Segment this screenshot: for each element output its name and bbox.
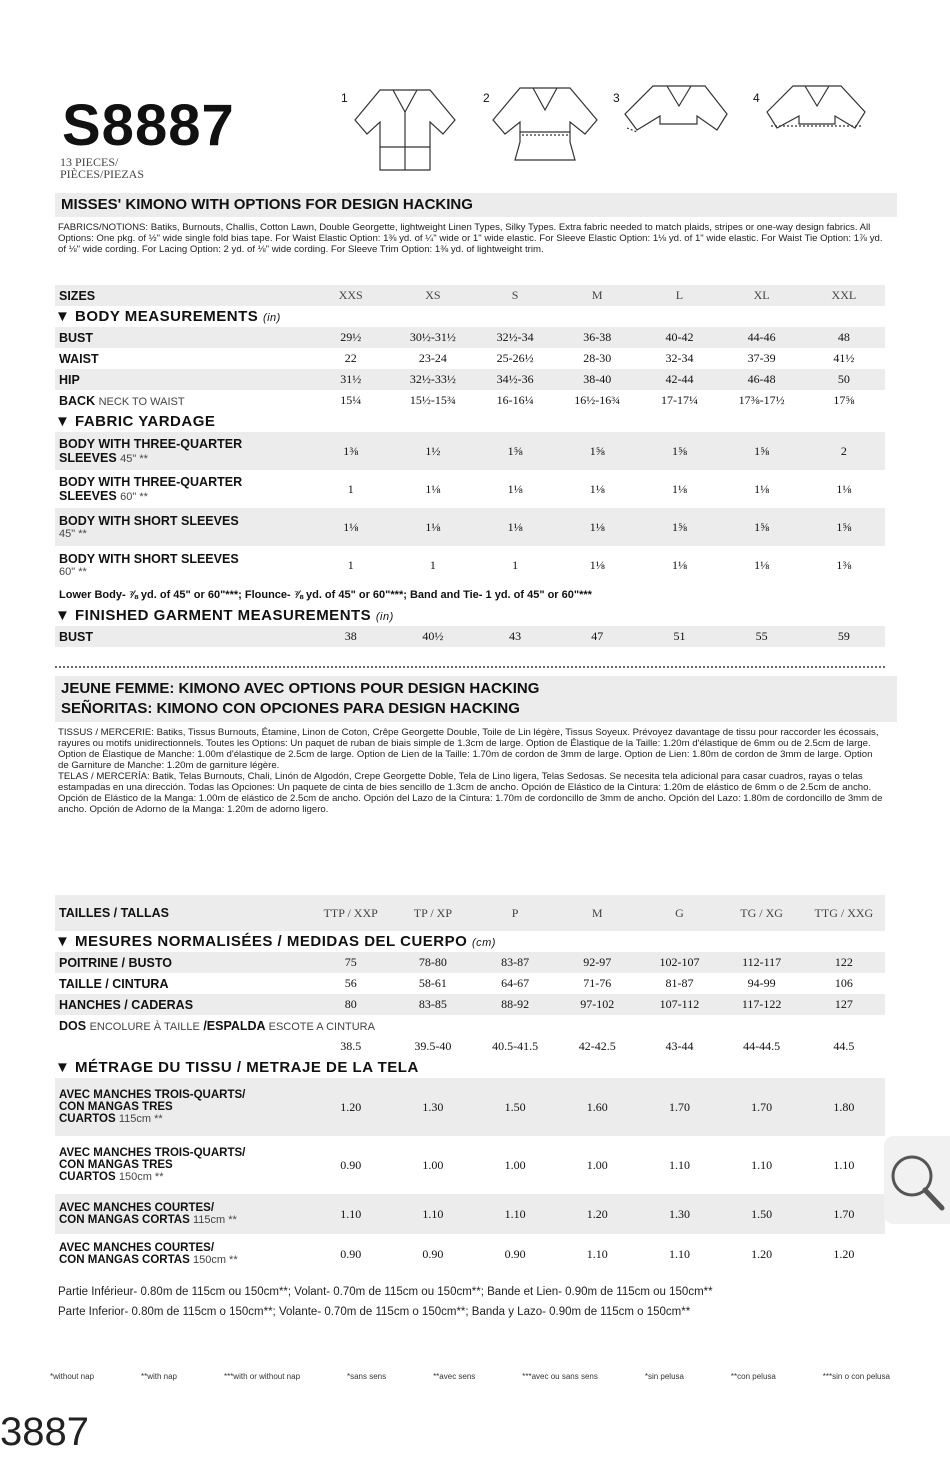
cell: 1.20 (751, 1246, 773, 1261)
cell: 1⅛ (754, 481, 770, 496)
cell: 1.00 (504, 1157, 526, 1172)
width-note: 60" ** (59, 566, 87, 578)
cell: 37-39 (747, 351, 776, 365)
table-row (55, 348, 885, 369)
row-label (55, 1234, 310, 1274)
table-row (55, 470, 885, 508)
size-header: XXL (803, 285, 885, 306)
cell: 1⅛ (671, 481, 687, 496)
telas-text: TELAS / MERCERÍA: Batik, Telas Burnouts, Chali, Linón de Algodón, Crepe Georgette Doble, Tela de Lino ligera, Telas Sedosas. Se necesita tela adicional para casar cuadros, rayas o telas estampadas en una dirección. Todas las Opciones: Un paquete de cinta de bies sencillo de 1.3cm de ancho. Opción de Elástico de la Cintura: 1.20m de elástico de 6mm o de 2.5cm de ancho. Opción de Elástico de la Manga: 1.00m de elástico de 2.5cm de ancho. Opción del Lazo de la Cintura: 1.70m de cordoncillo de 3mm de ancho. Opción del Lazo: 1.80m de cordoncillo de 3mm de ancho. Opción de Adorno de la Manga: 1.20m de adorno ligero. (58, 771, 883, 815)
label-line: SLEEVES (59, 451, 117, 465)
cell: 38 (310, 626, 392, 647)
cell: 38-40 (556, 369, 638, 390)
size-header: XXS (310, 285, 392, 306)
cell: 1⅝ (721, 508, 803, 546)
cell: 1⅛ (556, 508, 638, 546)
row-label: HIP (55, 369, 310, 390)
table-row (55, 546, 885, 584)
pieces-count (60, 156, 144, 180)
row-label: HANCHES / CADERAS (55, 994, 310, 1015)
size-header: S (474, 285, 556, 306)
sizes-label: SIZES (55, 285, 310, 306)
cell: 1.10 (668, 1246, 690, 1261)
cell: 71-76 (583, 976, 612, 990)
footnote: **with nap (140, 1372, 178, 1381)
finished-measurements-heading (55, 605, 885, 626)
width-note: 115cm ** (192, 1214, 237, 1226)
cell: 1 (429, 557, 436, 572)
cell: 1.30 (638, 1194, 720, 1234)
cell: 1.10 (586, 1246, 608, 1261)
row-label: WAIST (59, 351, 99, 366)
label-line: CUARTOS (59, 1171, 116, 1183)
cell: 30½-31½ (392, 327, 474, 348)
tissus-mercerie-text (58, 727, 883, 815)
table-row (55, 626, 885, 647)
metrage-heading (55, 1057, 885, 1078)
row-label (55, 1078, 310, 1136)
footnote: ***sin o con pelusa (822, 1372, 890, 1381)
metric-measurements-table (55, 895, 885, 1274)
label-line: CON MANGAS CORTAS (59, 1254, 190, 1266)
cell: 1.50 (721, 1194, 803, 1234)
fabric-yardage-heading (55, 411, 885, 432)
table-row (55, 1078, 885, 1136)
size-header: XL (721, 285, 803, 306)
cell: 92-97 (556, 952, 638, 973)
cell: 59 (803, 626, 885, 647)
cell: 1⅛ (474, 508, 556, 546)
footnotes (50, 1372, 890, 1381)
cell: 1.10 (833, 1157, 855, 1172)
cell: 1.10 (310, 1194, 392, 1234)
back-label: BACK (59, 393, 96, 408)
fabrics-notions-text: FABRICS/NOTIONS: Batiks, Burnouts, Challis, Cotton Lawn, Double Georgette, lightweight Linen Types, Silky Types. Extra fabric needed to match plaids, stripes or one-way design fabrics. All Options: One pkg. of ½" wide single fold bias tape. For Waist Elastic Option: 1⅜ yd. of ¼" wide or 1" wide elastic. For Sleeve Elastic Option: 1⅛ yd. of 1" wide elastic. For Waist Tie Option: 1⅞ yd. of ⅛" wide cording. For Lacing Option: 2 yd. of ⅛" wide cording. For Sleeve Trim Option: 1⅜ yd. of lightweight trim. (58, 222, 883, 255)
label-line: BODY WITH SHORT SLEEVES (59, 552, 239, 566)
table-row (55, 952, 885, 973)
partie-notes (58, 1284, 883, 1320)
dos-label (55, 1015, 885, 1036)
cell: 46-48 (721, 369, 803, 390)
view-4-number: 4 (753, 91, 760, 105)
label-line: CON MANGAS TRES (59, 1101, 173, 1113)
cell: 28-30 (583, 351, 612, 365)
cell: 1⅛ (671, 557, 687, 572)
cell: 1.70 (638, 1078, 720, 1136)
section-divider (55, 666, 885, 668)
cell: 41½ (833, 351, 855, 365)
table-row (55, 1136, 885, 1194)
label-line: AVEC MANCHES COURTES/ (59, 1202, 215, 1214)
table-row (55, 369, 885, 390)
cell: 88-92 (474, 994, 556, 1015)
size-header: P (474, 895, 556, 931)
table-row (55, 390, 885, 411)
english-measurements-table (55, 285, 885, 647)
table-row (55, 432, 885, 470)
row-label (55, 1136, 310, 1194)
lower-body-row (55, 584, 885, 605)
cell: 1⅛ (392, 508, 474, 546)
dos-label-es: /ESPALDA (203, 1018, 266, 1033)
back-label-detail: NECK TO WAIST (98, 395, 185, 408)
cell: 1.70 (721, 1078, 803, 1136)
cell: 75 (310, 952, 392, 973)
table-row (55, 973, 885, 994)
cell: 42-44 (638, 369, 720, 390)
tissus-text: TISSUS / MERCERIE: Batiks, Tissus Burnouts, Étamine, Linon de Coton, Crêpe Georgette Double, Toile de Lin légère, Tissus Soyeux. Prévoyez davantage de tissu pour raccorder les écossais, rayures ou motifs unidirectionnels. Toutes les Options: Un paquet de ruban de biais simple de 1.3cm de large. Option de Élastique de la Taille: 1.20m d'élastique de 6mm ou de 2.5cm de large. Option de Élastique de Manche: 1.00m d'élastique de 2.5cm de large. Option de Lien de la Taille: 1.70m de cordon de 3mm de large. Option de Lien: 1.80m de cordon de 3mm de large. Option de Garniture de Manche: 1.20m de garniture légère. (58, 727, 879, 771)
cell: 40½ (392, 626, 474, 647)
cell: 31½ (310, 369, 392, 390)
cell: 1⅛ (836, 481, 852, 496)
finished-measurements-title: ▼ FINISHED GARMENT MEASUREMENTS (55, 607, 372, 624)
label-line: CON MANGAS TRES (59, 1159, 173, 1171)
cell: 17⅝ (833, 393, 855, 407)
french-spanish-title (55, 676, 897, 722)
cell: 1.20 (556, 1194, 638, 1234)
cell: 1.20 (310, 1078, 392, 1136)
label-line: CUARTOS (59, 1113, 116, 1125)
body-measurements-unit: (in) (262, 312, 281, 324)
cell: 97-102 (556, 994, 638, 1015)
cell: 1⅛ (425, 481, 441, 496)
dos-detail-es: ESCOTE A CINTURA (268, 1020, 375, 1033)
sizes-row (55, 895, 885, 931)
body-measurements-heading (55, 306, 885, 327)
width-note: 150cm ** (192, 1254, 238, 1266)
cell: 0.90 (340, 1157, 362, 1172)
table-row (55, 508, 885, 546)
cell: 16-16¼ (496, 393, 534, 407)
dos-label-fr: DOS (59, 1018, 87, 1033)
footnote: ***avec ou sans sens (522, 1372, 598, 1381)
cell: 15½-15¾ (409, 393, 456, 407)
row-label (55, 1036, 310, 1057)
footnote: **con pelusa (730, 1372, 776, 1381)
row-label (55, 508, 310, 546)
cell: 1.70 (803, 1194, 885, 1234)
view-2-number: 2 (483, 91, 490, 105)
magnifier-icon (884, 1136, 950, 1224)
cell: 42-42.5 (578, 1039, 616, 1053)
cell: 1 (347, 557, 354, 572)
cell: 44-46 (721, 327, 803, 348)
tailles-label: TAILLES / TALLAS (55, 895, 310, 931)
size-header: TG / XG (721, 895, 803, 931)
cell: 0.90 (422, 1246, 444, 1261)
cell: 47 (556, 626, 638, 647)
parte-inferior-note: Parte Inferior- 0.80m de 115cm o 150cm**; Volante- 0.70m de 115cm o 150cm**; Banda y Lazo- 0.90m de 115cm o 150cm** (58, 1306, 691, 1318)
width-note: 60" ** (120, 491, 148, 503)
table-row (55, 1194, 885, 1234)
cell: 80 (310, 994, 392, 1015)
footnote: *sans sens (346, 1372, 387, 1381)
zoom-button[interactable] (884, 1136, 950, 1224)
cell: 16½-16¾ (574, 393, 621, 407)
size-header: G (638, 895, 720, 931)
finished-measurements-unit: (in) (375, 611, 394, 623)
cell: 34½-36 (474, 369, 556, 390)
cell: 1.10 (668, 1157, 690, 1172)
sizes-row (55, 285, 885, 306)
cell: 1⅛ (310, 508, 392, 546)
label-line: AVEC MANCHES COURTES/ (59, 1242, 215, 1254)
bottom-pattern-code: 3887 (0, 1410, 89, 1454)
width-note: 45" ** (120, 453, 148, 465)
cell: 112-117 (721, 952, 803, 973)
cell: 1 (347, 481, 354, 496)
spanish-title: SEÑORITAS: KIMONO CON OPCIONES PARA DESIGN HACKING (61, 700, 520, 717)
metrage-title: ▼ MÉTRAGE DU TISSU / METRAJE DE LA TELA (55, 1059, 419, 1076)
cell: 1.30 (392, 1078, 474, 1136)
cell: 43 (474, 626, 556, 647)
cell: 1⅜ (310, 432, 392, 470)
cell: 94-99 (747, 976, 776, 990)
label-line: CON MANGAS CORTAS (59, 1214, 190, 1226)
label-line: SLEEVES (59, 489, 117, 503)
cell: 1.00 (586, 1157, 608, 1172)
cell: 1.60 (556, 1078, 638, 1136)
cell: 122 (803, 952, 885, 973)
english-title: MISSES' KIMONO WITH OPTIONS FOR DESIGN HACKING (55, 193, 897, 217)
footnote: *sin pelusa (644, 1372, 684, 1381)
row-label: TAILLE / CINTURA (59, 976, 169, 991)
dos-label-row (55, 1015, 885, 1036)
view-1-number: 1 (341, 91, 348, 105)
lower-body-note: Lower Body- ⅞ yd. of 45" or 60"***; Flounce- ⅞ yd. of 45" or 60"***; Band and Tie- 1 yd. of 45" or 60"*** (59, 588, 592, 601)
body-measurements-title: ▼ BODY MEASUREMENTS (55, 308, 259, 325)
cell: 58-61 (418, 976, 447, 990)
size-header: TTG / XXG (803, 895, 885, 931)
pieces-line-2: PIÈCES/PIEZAS (60, 167, 145, 181)
cell: 117-122 (721, 994, 803, 1015)
fabric-yardage-title: ▼ FABRIC YARDAGE (55, 413, 216, 430)
size-header: M (556, 285, 638, 306)
width-note: 115cm ** (118, 1113, 163, 1125)
cell: 23-24 (418, 351, 447, 365)
row-label (55, 470, 310, 508)
cell: 1⅛ (589, 557, 605, 572)
cell: 102-107 (638, 952, 720, 973)
cell: 127 (803, 994, 885, 1015)
cell: 44.5 (833, 1039, 855, 1053)
cell: 0.90 (504, 1246, 526, 1261)
cell: 32½-34 (474, 327, 556, 348)
row-label (55, 432, 310, 470)
cell: 17-17¼ (660, 393, 698, 407)
row-label (55, 546, 310, 584)
table-row (55, 994, 885, 1015)
cell: 32-34 (665, 351, 694, 365)
cell: 44-44.5 (743, 1039, 781, 1053)
cell: 1⅜ (836, 557, 852, 572)
cell: 50 (803, 369, 885, 390)
footnote: *without nap (50, 1372, 95, 1381)
cell: 1½ (392, 432, 474, 470)
label-line: BODY WITH THREE-QUARTER (59, 437, 243, 451)
cell: 1.20 (833, 1246, 855, 1261)
cell: 106 (834, 976, 853, 990)
width-note: 150cm ** (118, 1171, 164, 1183)
view-3-drawing (625, 86, 727, 130)
cell: 1.10 (474, 1194, 556, 1234)
cell: 56 (344, 976, 357, 990)
table-row (55, 1036, 885, 1057)
row-label (55, 1194, 310, 1234)
cell: 2 (803, 432, 885, 470)
cell: 1⅛ (507, 481, 523, 496)
cell: 48 (803, 327, 885, 348)
cell: 1⅛ (754, 557, 770, 572)
garment-views-illustration (335, 82, 875, 172)
cell: 1.10 (751, 1157, 773, 1172)
cell: 1⅝ (638, 432, 720, 470)
width-note: 45" ** (59, 528, 87, 540)
cell: 43-44 (665, 1039, 694, 1053)
view-4-drawing (767, 86, 865, 128)
view-2-drawing (493, 88, 597, 160)
cell: 64-67 (501, 976, 530, 990)
cell: 83-87 (474, 952, 556, 973)
cell: 40-42 (638, 327, 720, 348)
cell: 32½-33½ (392, 369, 474, 390)
cell: 1.00 (422, 1157, 444, 1172)
cell: 1⅝ (803, 508, 885, 546)
mesures-heading (55, 931, 885, 952)
pattern-code: S8887 (62, 93, 235, 158)
cell: 22 (344, 351, 357, 365)
cell: 1.50 (474, 1078, 556, 1136)
label-line: BODY WITH SHORT SLEEVES (59, 514, 239, 528)
mesures-title: ▼ MESURES NORMALISÉES / MEDIDAS DEL CUERPO (55, 933, 468, 950)
size-header: TTP / XXP (310, 895, 392, 931)
cell: 78-80 (392, 952, 474, 973)
cell: 1.80 (803, 1078, 885, 1136)
row-label (55, 390, 310, 411)
french-title: JEUNE FEMME: KIMONO AVEC OPTIONS POUR DESIGN HACKING (61, 680, 540, 697)
cell: 17⅜-17½ (738, 393, 785, 407)
cell: 51 (638, 626, 720, 647)
cell: 1⅝ (474, 432, 556, 470)
cell: 38.5 (340, 1039, 362, 1053)
cell: 29½ (310, 327, 392, 348)
cell: 1⅛ (589, 481, 605, 496)
cell: 1.10 (392, 1194, 474, 1234)
label-line: BODY WITH THREE-QUARTER (59, 475, 243, 489)
cell: 40.5-41.5 (492, 1039, 539, 1053)
size-header: L (638, 285, 720, 306)
size-header: TP / XP (392, 895, 474, 931)
footnote: ***with or without nap (223, 1372, 301, 1381)
cell: 0.90 (340, 1246, 362, 1261)
dos-detail-fr: ENCOLURE À TAILLE (89, 1020, 200, 1033)
cell: 1⅝ (638, 508, 720, 546)
row-label: POITRINE / BUSTO (55, 952, 310, 973)
table-row (55, 1234, 885, 1274)
cell: 39.5-40 (414, 1039, 452, 1053)
cell: 83-85 (392, 994, 474, 1015)
row-label: BUST (55, 626, 310, 647)
partie-inferieur-note: Partie Inférieur- 0.80m de 115cm ou 150cm**; Volant- 0.70m de 115cm ou 150cm**; Bande et Lien- 0.90m de 115cm ou 150cm** (58, 1286, 713, 1298)
label-line: AVEC MANCHES TROIS-QUARTS/ (59, 1147, 246, 1159)
cell: 25-26½ (496, 351, 534, 365)
cell: 1⅝ (556, 432, 638, 470)
pieces-line-1: 13 PIECES/ (60, 155, 119, 169)
cell: 55 (721, 626, 803, 647)
table-row (55, 327, 885, 348)
cell: 1 (512, 557, 519, 572)
size-header: M (556, 895, 638, 931)
row-label: BUST (55, 327, 310, 348)
mesures-unit: (cm) (471, 937, 496, 949)
cell: 107-112 (638, 994, 720, 1015)
view-3-number: 3 (613, 91, 620, 105)
cell: 36-38 (556, 327, 638, 348)
label-line: AVEC MANCHES TROIS-QUARTS/ (59, 1089, 246, 1101)
cell: 15¼ (340, 393, 362, 407)
cell: 81-87 (665, 976, 694, 990)
cell: 1⅝ (721, 432, 803, 470)
footnote: **avec sens (433, 1372, 476, 1381)
size-header: XS (392, 285, 474, 306)
